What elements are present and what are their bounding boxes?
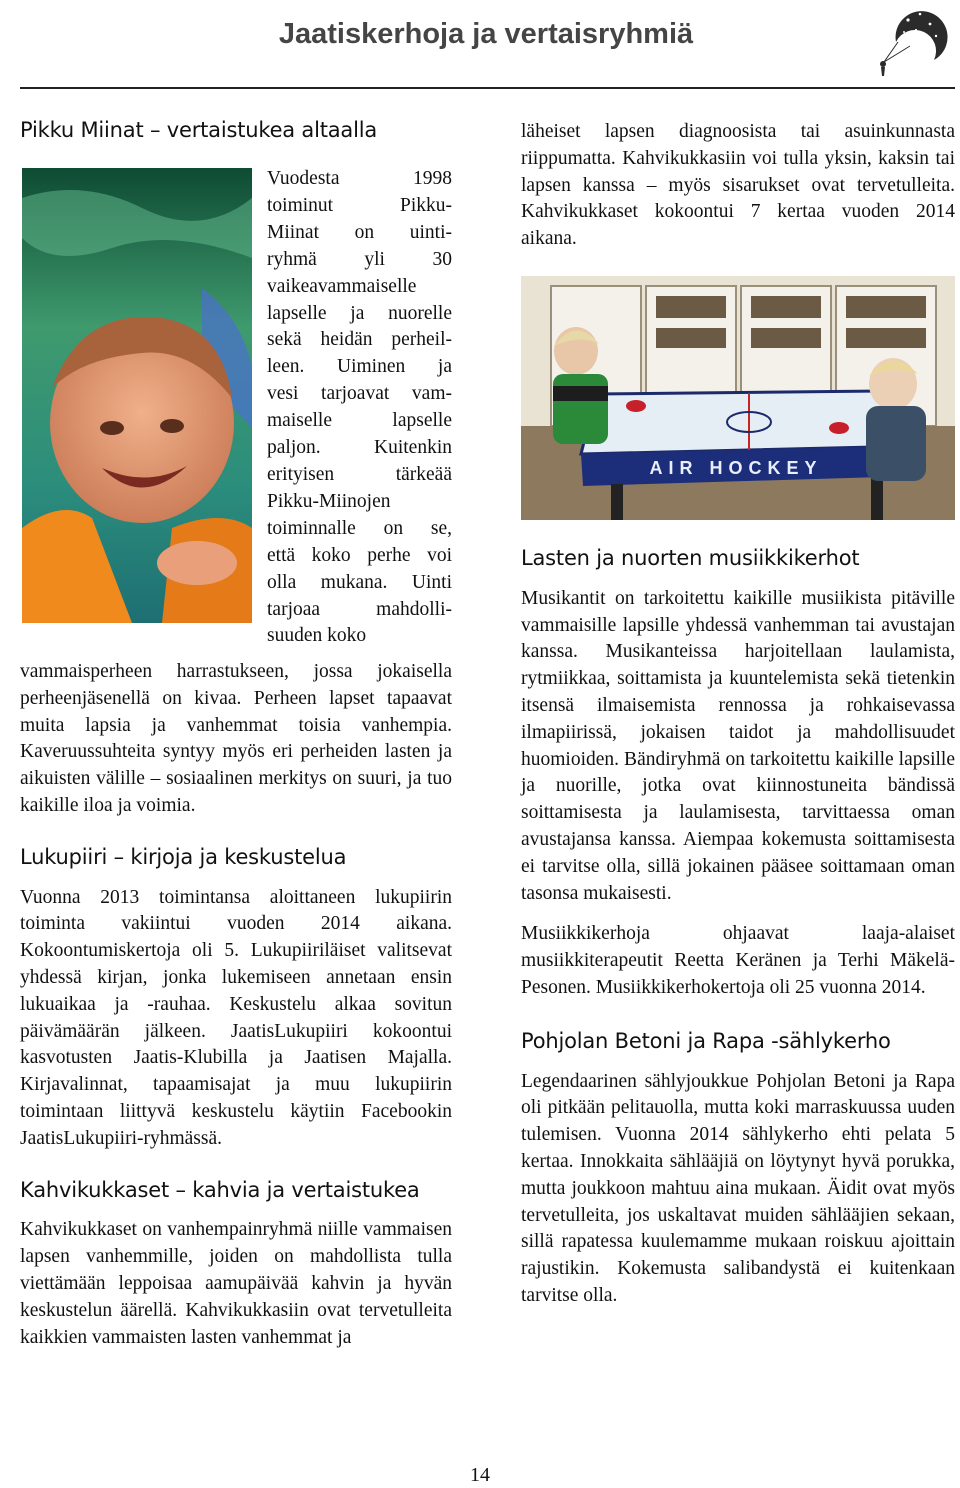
pikku-miinat-continued: vammaisperheen harrastukseen, jossa jokaisella perheenjäsenellä on kivaa. Perheen lapset tapaavat muita lapsia ja vanhemmat toisia vanhempia. Kaveruussuhteita syntyy myös eri perheiden lasten ja aikuisten välille – sosiaalinen merkitys on suuri, ja tuo kaikille iloa ja voimia.	[20, 661, 452, 816]
right-column-top	[521, 119, 955, 253]
float-line: Miinat on uinti-	[267, 221, 452, 243]
section-heading-lukupiiri: Lukupiiri – kirjoja ja keskustelua	[20, 844, 347, 869]
section-heading-sahlykerho: Pohjolan Betoni ja Rapa -sählykerho	[521, 1028, 891, 1053]
float-line: vaikeavammaiselle	[267, 275, 417, 297]
musiikkikerhot-text-2: Musiikkikerhoja ohjaavat laaja-alaiset musiikkiterapeutit Reetta Keränen ja Terhi Mäkelä-Pesonen. Musiikkikerhokertoja oli 25 vuonna 2014.	[521, 923, 955, 998]
swimming-child-photo	[22, 168, 252, 623]
left-column-body	[20, 659, 452, 1351]
musiikkikerhot-text-1: Musikantit on tarkoitettu kaikille musiikista pitäville vammaisille lapsille yhdessä vanhemman tai avustajan kanssa. Musikanteissa harjoitellaan laulamista, rytmiikkaa, soittamista ja kuuntelemista sekä tietenkin itsensä ilmaisemista rennossa ja rohkaisevassa ilmapiirissä, jokaisen taidot ja mahdollisuudet huomioiden. Bändiryhmä on tarkoitettu kaikille lapsille ja nuorille, jotka ovat kiinnostuneita bändissä soittamisesta ja laulamisesta, tarvittaessa oman avustajansa kanssa. Aiempaa kokemusta soittamisesta ei tarvitse olla, sillä jokainen pääsee soittamaan oman tasonsa mukaisesti.	[521, 587, 955, 904]
float-line: että koko perhe voi	[267, 544, 452, 566]
pikku-miinat-float-text	[267, 166, 452, 650]
float-line: sekä heidän perheil-	[267, 329, 452, 351]
float-line: leen. Uiminen ja	[267, 356, 452, 378]
float-line: lapselle ja nuorelle	[267, 302, 452, 324]
kahvikukkaset-text: Kahvikukkaset on vanhempainryhmä niille vammaisen lapsen vanhemmille, joiden on mahdollista tulla viettämään leppoisaa aamupäivää kahvin ja hyvän keskustelun äärellä. Kahvikukkasiin ovat tervetulleita kaikkien vammaisten lasten vanhemmat ja	[20, 1219, 452, 1348]
header-divider	[20, 87, 955, 89]
float-line: Vuodesta 1998	[267, 168, 452, 189]
float-line: toiminnalle on se,	[267, 517, 452, 539]
parachute-moon-icon	[876, 2, 948, 80]
section-heading-musiikkikerhot: Lasten ja nuorten musiikkikerhot	[521, 546, 860, 570]
air-hockey-photo	[521, 276, 955, 520]
float-line: tarjoaa mahdolli-	[267, 598, 452, 620]
float-line: vesi tarjoavat vam-	[267, 383, 452, 405]
kahvikukkaset-continued: läheiset lapsen diagnoosista tai asuinkunnasta riippumatta. Kahvikukkasiin voi tulla yksin, kaksin tai lapsen kanssa – myös sisarukset ovat tervetulleita. Kahvikukkaset kokoontui 7 kertaa vuoden 2014 aikana.	[521, 121, 955, 250]
float-line: Pikku-Miinojen	[267, 490, 391, 512]
sahlykerho-text: Legendaarinen sählyjoukkue Pohjolan Betoni ja Rapa oli pitkään pelitauolla, mutta koki marraskuussa uuden tulemisen. Vuonna 2014 sählykerho ehti pelata 5 kertaa. Innokkaita sählääjiä on löytynyt hyvä porukka, mutta joukkoon mahtuu aina mukaan. Äidit ovat myös tervetulleita, jos uskaltavat muiden sählääjien sekaan, sillä rapatessa kuulemamme mukaan roiskuu ajoittain rajustikin. Kokemusta salibandystä ei kuitenkaan tarvitse olla.	[521, 1070, 955, 1306]
float-line: toiminut Pikku-	[267, 194, 452, 216]
float-line: maiselle lapselle	[267, 410, 452, 432]
float-line: suuden koko	[267, 625, 367, 647]
page-number: 14	[470, 1464, 490, 1486]
left-column	[20, 117, 452, 144]
air-hockey-sign: AIR HOCKEY	[649, 458, 823, 478]
float-line: paljon. Kuitenkin	[267, 437, 452, 459]
section-heading-pikku-miinat: Pikku Miinat – vertaistukea altaalla	[20, 118, 378, 142]
float-line: erityisen tärkeää	[267, 463, 452, 485]
section-heading-kahvikukkaset: Kahvikukkaset – kahvia ja vertaistukea	[20, 1177, 420, 1202]
float-line: olla mukana. Uinti	[267, 571, 452, 593]
page-header-title: Jaatiskerhoja ja vertaisryhmiä	[278, 18, 694, 50]
right-column-body	[521, 545, 955, 1310]
lukupiiri-text: Vuonna 2013 toimintansa aloittaneen lukupiirin toiminta vakiintui vuoden 2014 aikana. Kokoontumiskertoja oli 5. Lukupiiriläiset valitsevat yhdessä kirjan, jonka lukemiseen annetaan ensin lukuaikaa ja -rauhaa. Keskustelu alkaa sovitun päivämäärän jälkeen. JaatisLukupiiri kokoontui kasvotusten Jaatis-Klubilla ja Jaatisen Majalla. Kirjavalinnat, tapaamisajat ja muu lukupiirin toimintaan liittyvä keskustelu käytiin Facebookin JaatisLukupiiri-ryhmässä.	[20, 886, 452, 1149]
float-line: ryhmä yli 30	[267, 248, 452, 270]
